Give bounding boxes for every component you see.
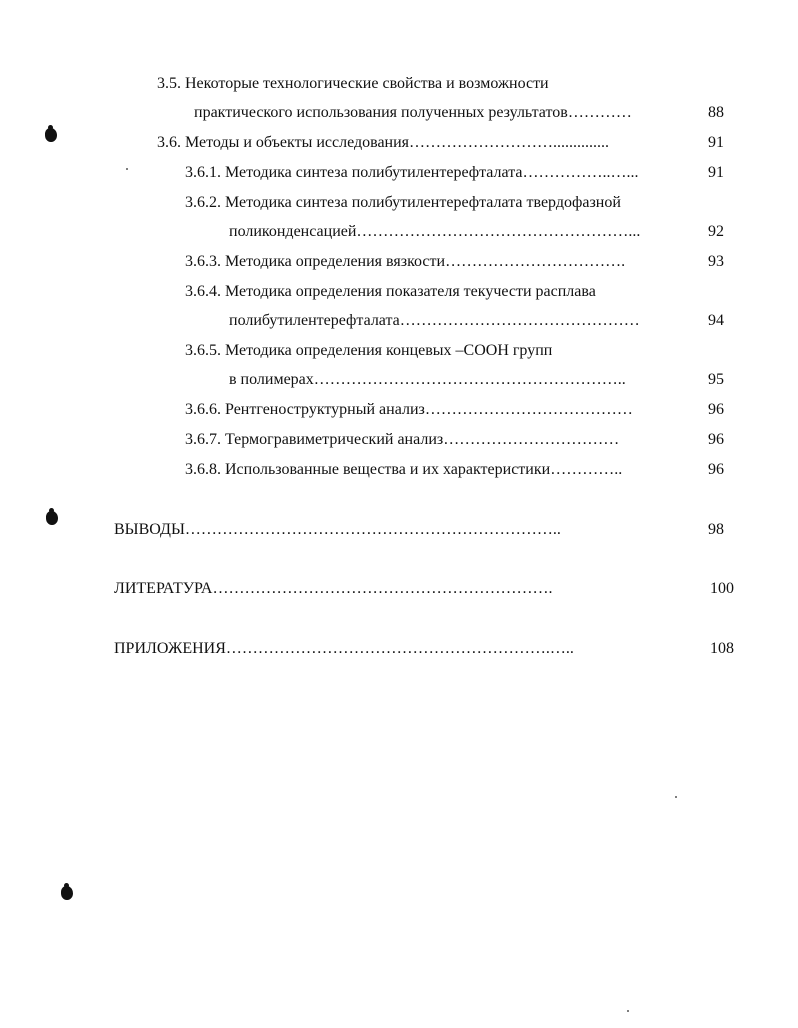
toc-entry-literature: ЛИТЕРАТУРА………………………………………………………. — [114, 580, 553, 597]
toc-page-conclusions: 98 — [708, 521, 724, 538]
toc-entry-3-6-4-line2: полибутилентерефталата……………………………………… — [229, 312, 640, 329]
toc-page-appendices: 108 — [710, 640, 734, 657]
punch-hole-1 — [45, 128, 57, 142]
toc-page-3-6-8: 96 — [708, 461, 724, 478]
toc-page-3-6-6: 96 — [708, 401, 724, 418]
toc-entry-3-6-2-line2: поликонденсацией……………………………………………... — [229, 223, 641, 240]
toc-entry-3-6-6: 3.6.6. Рентгеноструктурный анализ………………………………… — [185, 401, 633, 418]
toc-page-literature: 100 — [710, 580, 734, 597]
speck-1 — [126, 168, 128, 170]
speck-3 — [627, 1010, 629, 1012]
toc-page-3-6-5: 95 — [708, 371, 724, 388]
toc-entry-3-6-4-line1: 3.6.4. Методика определения показателя текучести расплава — [185, 283, 596, 300]
toc-entry-3-6-7: 3.6.7. Термогравиметрический анализ…………………………… — [185, 431, 620, 448]
toc-page-3-5: 88 — [708, 104, 724, 121]
toc-entry-3-6-3: 3.6.3. Методика определения вязкости……………………………. — [185, 253, 626, 270]
punch-hole-2 — [46, 511, 58, 525]
punch-hole-3 — [61, 886, 73, 900]
toc-entry-appendices: ПРИЛОЖЕНИЯ…………………………………………………….….. — [114, 640, 574, 657]
toc-entry-3-6-5-line1: 3.6.5. Методика определения концевых –СООН групп — [185, 342, 553, 359]
toc-page-3-6-3: 93 — [708, 253, 724, 270]
toc-entry-3-6-2-line1: 3.6.2. Методика синтеза полибутилентерефталата твердофазной — [185, 194, 621, 211]
toc-entry-3-6-1: 3.6.1. Методика синтеза полибутилентерефталата……………..…... — [185, 164, 639, 181]
toc-page-3-6-4: 94 — [708, 312, 724, 329]
toc-entry-3-5-line1: 3.5. Некоторые технологические свойства и возможности — [157, 75, 549, 92]
toc-entry-3-6: 3.6. Методы и объекты исследования……………………….............. — [157, 134, 610, 151]
toc-page-3-6: 91 — [708, 134, 724, 151]
toc-entry-3-6-8: 3.6.8. Использованные вещества и их характеристики………….. — [185, 461, 623, 478]
toc-page-3-6-7: 96 — [708, 431, 724, 448]
speck-2 — [675, 796, 677, 798]
toc-entry-conclusions: ВЫВОДЫ…………………………………………………………….. — [114, 521, 561, 538]
toc-entry-3-6-5-line2: в полимерах………………………………………………….. — [229, 371, 626, 388]
toc-entry-3-5-line2: практического использования полученных результатов………… — [194, 104, 632, 121]
toc-page-3-6-2: 92 — [708, 223, 724, 240]
toc-page-3-6-1: 91 — [708, 164, 724, 181]
